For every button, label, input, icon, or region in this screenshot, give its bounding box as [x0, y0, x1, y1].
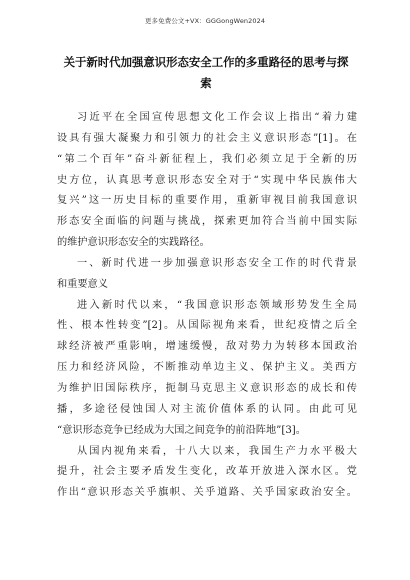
document-body	[57, 108, 357, 504]
body-line: 性、根本性转变”[2]。从国际视角来看，世纪疫情之后全	[57, 320, 357, 332]
body-line: 的维护意识形态安全的实践路径。	[57, 237, 210, 249]
body-line: 球经济被严重影响，增速缓慢，敌对势力为转移本国政治	[57, 341, 357, 353]
body-line: 播，多途径侵蚀国人对主流价值体系的认同。由此可见	[57, 403, 357, 415]
body-line: “意识形态竞争已经成为大国之间竞争的前沿阵地”[3]。	[57, 424, 306, 436]
body-line: “第二个百年”奋斗新征程上，我们必须立足于全新的历	[57, 153, 357, 165]
body-line: 提升，社会主要矛盾发生变化，改革开放进入深水区。党	[57, 466, 357, 478]
header-note: 更多免费公文+VX：GGGongWen2024	[144, 17, 266, 25]
body-line: 为维护旧国际秩序，扼制马克思主义意识形态的成长和传	[57, 382, 357, 394]
title-line-1: 关于新时代加强意识形态安全工作的多重路径的思考与探	[63, 55, 349, 69]
body-line: 压力和经济风险，不断推动单边主义、保护主义。美西方	[57, 362, 357, 374]
body-line: 设具有强大凝聚力和引领力的社会主义意识形态”[1]。在	[57, 132, 357, 144]
body-line: 进入新时代以来，“我国意识形态领域形势发生全局	[77, 299, 357, 311]
body-line: 从国内视角来看，十八大以来，我国生产力水平极大	[77, 445, 357, 457]
title-line-2: 索	[200, 76, 212, 90]
body-line: 史方位，认真思考意识形态安全对于“实现中华民族伟大	[57, 174, 357, 186]
document-title	[48, 52, 364, 94]
section-heading-line: 一、新时代进一步加强意识形态安全工作的时代背景	[77, 257, 357, 269]
body-line: 作出“意识形态关乎旗帜、关乎道路、关乎国家政治安全。	[57, 487, 357, 499]
body-line: 习近平在全国宣传思想文化工作会议上指出“着力建	[77, 112, 357, 123]
body-line: 形态安全面临的问题与挑战，探索更加符合当前中国实际	[57, 216, 357, 228]
body-line: 复兴”这一历史目标的重要作用，重新审视目前我国意识	[57, 195, 357, 207]
section-heading-line: 和重要意义	[57, 278, 108, 290]
